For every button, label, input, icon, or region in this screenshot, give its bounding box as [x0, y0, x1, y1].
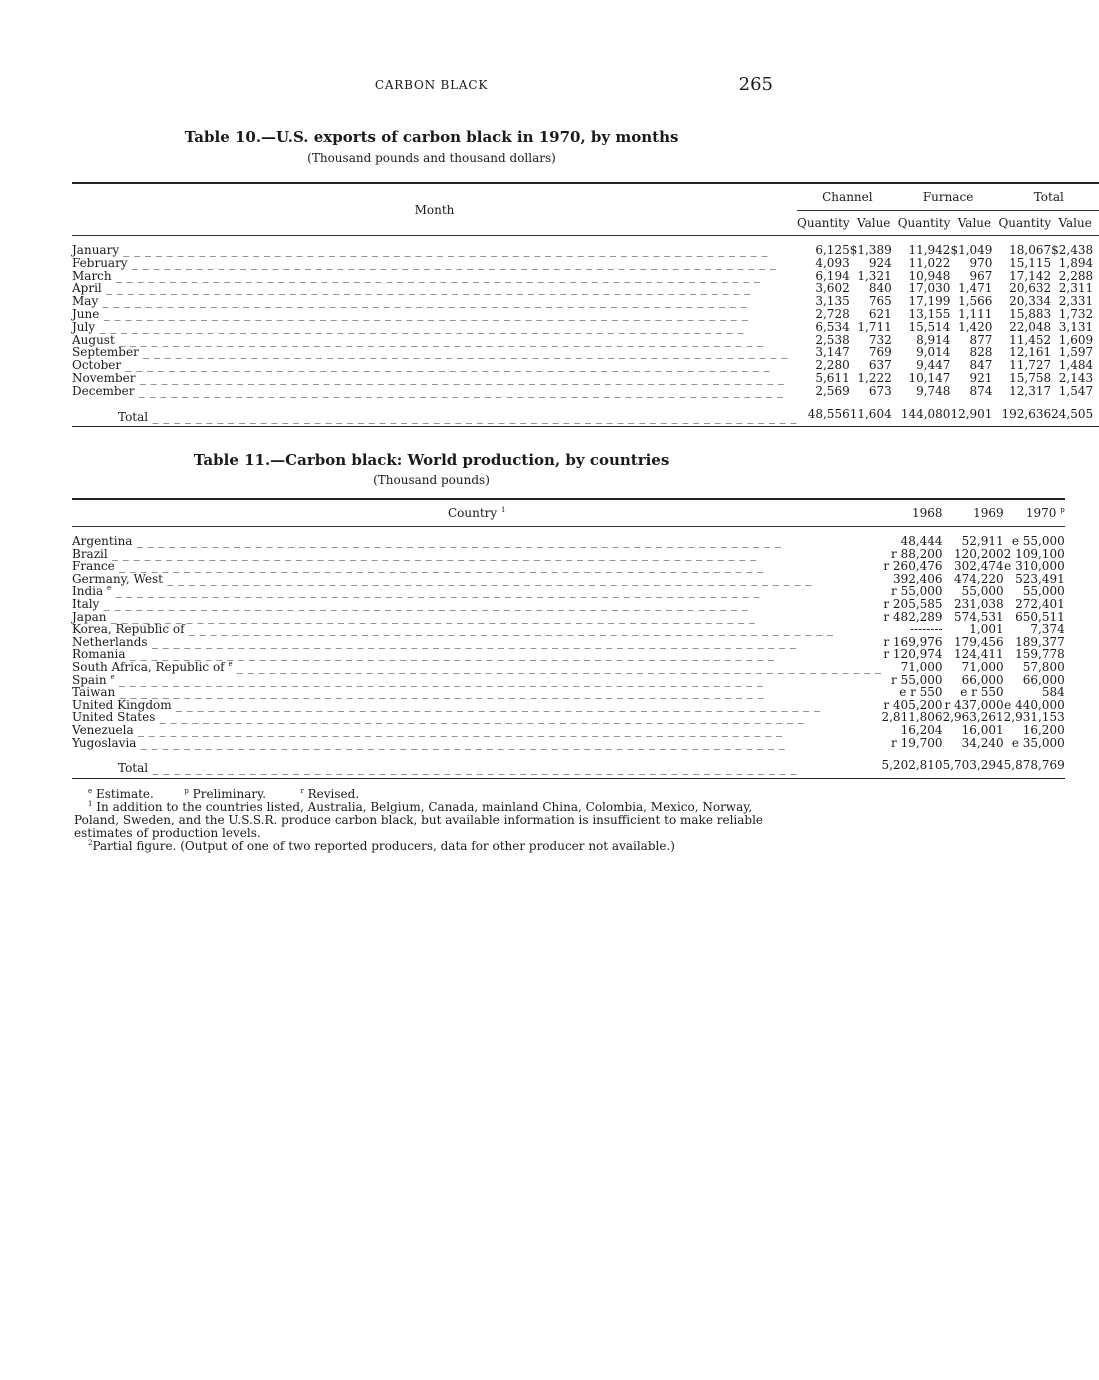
table-cell: r 88,200: [891, 546, 943, 561]
row-label: January _ _ _ _ _ _ _ _ _ _ _ _ _ _ _ _ _ _ _ _ _ _ _ _ _ _ _ _ _ _ _ _ _ _ _ _ _ _ _ _ _ _ _ _ _ _ _ _ _ _ _ _ _ _ _ _ _ _ _ _: [72, 243, 768, 257]
table-cell: r 437,000: [944, 697, 1004, 712]
table-cell: 769: [868, 345, 892, 360]
table-cell: 3,602: [815, 281, 850, 296]
table-cell: 2,288: [1058, 268, 1094, 283]
table-cell: 2 109,100: [1003, 546, 1065, 561]
row-label: May _ _ _ _ _ _ _ _ _ _ _ _ _ _ _ _ _ _ _ _ _ _ _ _ _ _ _ _ _ _ _ _ _ _ _ _ _ _ _ _ _ _ _ _ _ _ _ _ _ _ _ _ _ _ _ _ _ _ _ _: [72, 294, 748, 309]
table-cell: 10,147: [908, 370, 951, 385]
table10-subtitle: (Thousand pounds and thousand dollars): [307, 151, 556, 165]
table-cell: 17,030: [908, 281, 951, 296]
table-cell: 18,067: [1009, 243, 1052, 257]
col-header-quantity: Quantity: [998, 215, 1052, 230]
table-cell: e r 550: [899, 685, 943, 700]
table-cell: 66,000: [961, 672, 1004, 687]
table-cell: 6,194: [815, 268, 850, 283]
table-cell: 2,728: [815, 306, 850, 321]
table-cell: 272,401: [1015, 596, 1065, 611]
total-cell: 5,878,769: [1003, 758, 1065, 773]
total-cell: 192,636: [1001, 406, 1052, 421]
table-cell: 523,491: [1015, 571, 1065, 586]
table-cell: 52,911: [961, 534, 1004, 548]
group-header-channel: Channel: [797, 183, 898, 211]
table-cell: 12,317: [1009, 383, 1052, 398]
table-cell: $1,049: [950, 243, 993, 257]
row-label: Korea, Republic of _ _ _ _ _ _ _ _ _ _ _ _ _ _ _ _ _ _ _ _ _ _ _ _ _ _ _ _ _ _ _ _ _ _ _ _ _ _ _ _ _ _ _ _ _ _ _ _ _ _ _ _ _ _ _ _ _ _ _ _: [72, 622, 834, 637]
table-cell: $1,389: [849, 243, 892, 257]
table-cell: 1,609: [1058, 332, 1094, 347]
table-cell: 874: [969, 383, 993, 398]
table-cell: 1,471: [958, 281, 993, 296]
table-cell: 16,001: [961, 722, 1004, 737]
table-cell: 4,093: [815, 255, 850, 270]
table-cell: 179,456: [954, 634, 1004, 649]
table-cell: 11,452: [1009, 332, 1052, 347]
total-label: Total _ _ _ _ _ _ _ _ _ _ _ _ _ _ _ _ _ _ _ _ _ _ _ _ _ _ _ _ _ _ _ _ _ _ _ _ _ _ _ _ _ _ _ _ _ _ _ _ _ _ _ _ _ _ _ _ _ _ _ _: [118, 761, 797, 776]
table-cell: e 440,000: [1004, 697, 1065, 712]
footnote-marker: 1: [501, 505, 506, 514]
table-cell: 6,534: [815, 319, 850, 334]
table-cell: 15,514: [908, 319, 951, 334]
table-cell: 637: [868, 358, 892, 373]
row-label: Brazil _ _ _ _ _ _ _ _ _ _ _ _ _ _ _ _ _ _ _ _ _ _ _ _ _ _ _ _ _ _ _ _ _ _ _ _ _ _ _ _ _ _ _ _ _ _ _ _ _ _ _ _ _ _ _ _ _ _ _ _: [72, 546, 757, 561]
footnote-marker: e: [106, 584, 112, 593]
table-cell: 20,632: [1009, 281, 1052, 296]
row-label: France _ _ _ _ _ _ _ _ _ _ _ _ _ _ _ _ _ _ _ _ _ _ _ _ _ _ _ _ _ _ _ _ _ _ _ _ _ _ _ _ _ _ _ _ _ _ _ _ _ _ _ _ _ _ _ _ _ _ _ _: [72, 559, 764, 574]
row-label: Argentina _ _ _ _ _ _ _ _ _ _ _ _ _ _ _ _ _ _ _ _ _ _ _ _ _ _ _ _ _ _ _ _ _ _ _ _ _ _ _ _ _ _ _ _ _ _ _ _ _ _ _ _ _ _ _ _ _ _ _ _: [72, 534, 782, 548]
table-cell: 16,200: [1022, 722, 1065, 737]
table-cell: 22,048: [1009, 319, 1052, 334]
table-cell: 15,758: [1009, 370, 1052, 385]
table-cell: 650,511: [1015, 609, 1065, 624]
table-cell: 12,161: [1009, 345, 1052, 360]
footnote-legend: $^e$ Estimate. $^p$ Preliminary. $^r$ Revised.: [88, 787, 360, 801]
table-cell: 392,406: [892, 571, 943, 586]
table-cell: 1,711: [857, 319, 892, 334]
table10: [72, 182, 1099, 427]
table-cell: 3,135: [815, 294, 850, 309]
table-cell: $2,438: [1051, 243, 1094, 257]
table-cell: 2,280: [815, 358, 850, 373]
table-cell: 5,611: [815, 370, 850, 385]
row-label: November _ _ _ _ _ _ _ _ _ _ _ _ _ _ _ _ _ _ _ _ _ _ _ _ _ _ _ _ _ _ _ _ _ _ _ _ _ _ _ _ _ _ _ _ _ _ _ _ _ _ _ _ _ _ _ _ _ _ _ _: [72, 370, 785, 385]
table-cell: 2,538: [815, 332, 850, 347]
table-cell: 1,732: [1058, 306, 1094, 321]
table-cell: 159,778: [1015, 647, 1065, 662]
table-cell: 1,001: [969, 622, 1004, 637]
running-title: CARBON BLACK: [374, 78, 489, 92]
table-cell: 1,222: [857, 370, 892, 385]
table-cell: 924: [868, 255, 892, 270]
table-cell: 34,240: [961, 735, 1004, 750]
table-cell: 13,155: [908, 306, 951, 321]
table-cell: e 310,000: [1004, 559, 1065, 574]
table-cell: 124,411: [954, 647, 1004, 662]
row-label: Venezuela _ _ _ _ _ _ _ _ _ _ _ _ _ _ _ _ _ _ _ _ _ _ _ _ _ _ _ _ _ _ _ _ _ _ _ _ _ _ _ _ _ _ _ _ _ _ _ _ _ _ _ _ _ _ _ _ _ _ _ _: [72, 722, 783, 737]
table-cell: r 405,200: [883, 697, 943, 712]
total-cell: 11,604: [849, 406, 892, 421]
table-cell: r 205,585: [883, 596, 943, 611]
total-cell: 12,901: [950, 406, 993, 421]
table-cell: 7,374: [1030, 622, 1065, 637]
footnotes: [74, 788, 784, 853]
table-cell: 55,000: [1022, 584, 1065, 599]
table-cell: 71,000: [961, 659, 1004, 674]
table-cell: 9,748: [916, 383, 951, 398]
table-cell: 2,931,153: [1003, 710, 1065, 725]
footnote-marker: e: [228, 659, 233, 668]
table-cell: 584: [1041, 685, 1065, 700]
table-cell: r 482,289: [883, 609, 943, 624]
row-label: Japan _ _ _ _ _ _ _ _ _ _ _ _ _ _ _ _ _ _ _ _ _ _ _ _ _ _ _ _ _ _ _ _ _ _ _ _ _ _ _ _ _ _ _ _ _ _ _ _ _ _ _ _ _ _ _ _ _ _ _ _: [72, 609, 756, 624]
col-header-value: Value: [1058, 215, 1092, 230]
table-cell: r 55,000: [891, 672, 943, 687]
table-cell: 1,566: [958, 294, 993, 309]
table-cell: 302,474: [954, 559, 1004, 574]
table-cell: 2,331: [1058, 294, 1094, 309]
table-cell: 66,000: [1022, 672, 1065, 687]
table-cell: 732: [868, 332, 892, 347]
row-label: July _ _ _ _ _ _ _ _ _ _ _ _ _ _ _ _ _ _ _ _ _ _ _ _ _ _ _ _ _ _ _ _ _ _ _ _ _ _ _ _ _ _ _ _ _ _ _ _ _ _ _ _ _ _ _ _ _ _ _ _: [72, 319, 745, 334]
table-cell: 16,204: [900, 722, 943, 737]
table-cell: e 35,000: [1011, 735, 1065, 750]
col-header-month: Month: [414, 203, 455, 218]
table-cell: 231,038: [954, 596, 1004, 611]
table-cell: 3,131: [1058, 319, 1094, 334]
table-cell: 9,447: [916, 358, 951, 373]
table-cell: 840: [868, 281, 892, 296]
table-cell: 57,800: [1022, 659, 1065, 674]
row-label: September _ _ _ _ _ _ _ _ _ _ _ _ _ _ _ _ _ _ _ _ _ _ _ _ _ _ _ _ _ _ _ _ _ _ _ _ _ _ _ _ _ _ _ _ _ _ _ _ _ _ _ _ _ _ _ _ _ _ _ _: [72, 345, 788, 360]
total-cell: 5,202,810: [881, 758, 943, 773]
table-cell: 9,014: [916, 345, 951, 360]
table-cell: 48,444: [900, 534, 943, 548]
table-cell: r 19,700: [891, 735, 943, 750]
table-cell: r 120,974: [883, 647, 943, 662]
row-label: April _ _ _ _ _ _ _ _ _ _ _ _ _ _ _ _ _ _ _ _ _ _ _ _ _ _ _ _ _ _ _ _ _ _ _ _ _ _ _ _ _ _ _ _ _ _ _ _ _ _ _ _ _ _ _ _ _ _ _ _: [72, 281, 751, 296]
table-cell: 71,000: [900, 659, 943, 674]
row-label: Romania _ _ _ _ _ _ _ _ _ _ _ _ _ _ _ _ _ _ _ _ _ _ _ _ _ _ _ _ _ _ _ _ _ _ _ _ _ _ _ _ _ _ _ _ _ _ _ _ _ _ _ _ _ _ _ _ _ _ _ _: [72, 647, 775, 662]
table-cell: 11,942: [908, 243, 951, 257]
col-header-country: Country $^1$: [447, 505, 506, 520]
table-cell: 2,143: [1058, 370, 1094, 385]
table-cell: 11,727: [1009, 358, 1052, 373]
table11-subtitle: (Thousand pounds): [373, 473, 490, 487]
footnote-marker: p: [1060, 505, 1065, 514]
row-label: Taiwan _ _ _ _ _ _ _ _ _ _ _ _ _ _ _ _ _ _ _ _ _ _ _ _ _ _ _ _ _ _ _ _ _ _ _ _ _ _ _ _ _ _ _ _ _ _ _ _ _ _ _ _ _ _ _ _ _ _ _ _: [72, 685, 765, 700]
table-cell: 1,597: [1058, 345, 1094, 360]
table-cell: 3,147: [815, 345, 850, 360]
table-cell: 8,914: [916, 332, 951, 347]
row-label: Italy _ _ _ _ _ _ _ _ _ _ _ _ _ _ _ _ _ _ _ _ _ _ _ _ _ _ _ _ _ _ _ _ _ _ _ _ _ _ _ _ _ _ _ _ _ _ _ _ _ _ _ _ _ _ _ _ _ _ _ _: [72, 596, 749, 611]
table-cell: 6,125: [815, 243, 850, 257]
table-cell: 1,111: [958, 306, 993, 321]
table-cell: --------: [910, 622, 943, 637]
row-label: March _ _ _ _ _ _ _ _ _ _ _ _ _ _ _ _ _ _ _ _ _ _ _ _ _ _ _ _ _ _ _ _ _ _ _ _ _ _ _ _ _ _ _ _ _ _ _ _ _ _ _ _ _ _ _ _ _ _ _ _: [72, 268, 761, 283]
table-cell: r 55,000: [891, 584, 943, 599]
table-cell: 474,220: [954, 571, 1004, 586]
table-cell: 55,000: [961, 584, 1004, 599]
table-cell: 10,948: [908, 268, 951, 283]
total-cell: 48,556: [807, 406, 850, 421]
col-header-year: 1968: [912, 505, 943, 520]
footnote-2: $^2$Partial figure. (Output of one of two reported producers, data for other producer not available.): [88, 839, 675, 853]
table-cell: 2,811,806: [881, 710, 943, 725]
table-cell: 970: [969, 255, 993, 270]
table-cell: 574,531: [954, 609, 1004, 624]
table-cell: 189,377: [1015, 634, 1065, 649]
table-row: [72, 737, 1065, 750]
table-cell: 11,022: [908, 255, 951, 270]
row-label: Germany, West _ _ _ _ _ _ _ _ _ _ _ _ _ _ _ _ _ _ _ _ _ _ _ _ _ _ _ _ _ _ _ _ _ _ _ _ _ _ _ _ _ _ _ _ _ _ _ _ _ _ _ _ _ _ _ _ _ _ _ _: [72, 571, 812, 586]
row-label: June _ _ _ _ _ _ _ _ _ _ _ _ _ _ _ _ _ _ _ _ _ _ _ _ _ _ _ _ _ _ _ _ _ _ _ _ _ _ _ _ _ _ _ _ _ _ _ _ _ _ _ _ _ _ _ _ _ _ _ _: [72, 306, 749, 321]
table-cell: 17,199: [908, 294, 951, 309]
total-cell: 24,505: [1051, 406, 1094, 421]
table-cell: 1,547: [1058, 383, 1094, 398]
footnote-marker: e: [110, 672, 115, 681]
group-header-furnace: Furnace: [898, 183, 999, 211]
table11-title: Table 11.—Carbon black: World production, by countries: [193, 451, 670, 469]
table-cell: 1,420: [958, 319, 993, 334]
col-header-value: Value: [857, 215, 891, 230]
row-label: August _ _ _ _ _ _ _ _ _ _ _ _ _ _ _ _ _ _ _ _ _ _ _ _ _ _ _ _ _ _ _ _ _ _ _ _ _ _ _ _ _ _ _ _ _ _ _ _ _ _ _ _ _ _ _ _ _ _ _ _: [72, 332, 764, 347]
row-label: February _ _ _ _ _ _ _ _ _ _ _ _ _ _ _ _ _ _ _ _ _ _ _ _ _ _ _ _ _ _ _ _ _ _ _ _ _ _ _ _ _ _ _ _ _ _ _ _ _ _ _ _ _ _ _ _ _ _ _ _: [72, 255, 777, 270]
table-cell: 1,321: [857, 268, 892, 283]
table-cell: 967: [969, 268, 993, 283]
col-header-value: Value: [957, 215, 992, 230]
table-cell: 1,484: [1058, 358, 1094, 373]
table-row: [72, 385, 1099, 398]
row-label: Netherlands _ _ _ _ _ _ _ _ _ _ _ _ _ _ _ _ _ _ _ _ _ _ _ _ _ _ _ _ _ _ _ _ _ _ _ _ _ _ _ _ _ _ _ _ _ _ _ _ _ _ _ _ _ _ _ _ _ _ _ _: [72, 634, 797, 649]
row-label: Yugoslavia _ _ _ _ _ _ _ _ _ _ _ _ _ _ _ _ _ _ _ _ _ _ _ _ _ _ _ _ _ _ _ _ _ _ _ _ _ _ _ _ _ _ _ _ _ _ _ _ _ _ _ _ _ _ _ _ _ _ _ _: [72, 735, 786, 750]
table-cell: e r 550: [960, 685, 1004, 700]
table-cell: 877: [969, 332, 993, 347]
table-cell: 921: [969, 370, 993, 385]
table10-title: Table 10.—U.S. exports of carbon black in 1970, by months: [184, 128, 679, 146]
table-cell: 15,115: [1009, 255, 1052, 270]
col-header-year: 1969: [973, 505, 1004, 520]
col-header-quantity: Quantity: [797, 215, 850, 230]
table-cell: 765: [868, 294, 892, 309]
table-cell: 2,569: [815, 383, 850, 398]
table-cell: 2,963,261: [942, 710, 1004, 725]
total-label: Total _ _ _ _ _ _ _ _ _ _ _ _ _ _ _ _ _ _ _ _ _ _ _ _ _ _ _ _ _ _ _ _ _ _ _ _ _ _ _ _ _ _ _ _ _ _ _ _ _ _ _ _ _ _ _ _ _ _ _ _: [118, 409, 797, 424]
row-label: United Kingdom _ _ _ _ _ _ _ _ _ _ _ _ _ _ _ _ _ _ _ _ _ _ _ _ _ _ _ _ _ _ _ _ _ _ _ _ _ _ _ _ _ _ _ _ _ _ _ _ _ _ _ _ _ _ _ _ _ _ _ _: [72, 697, 821, 712]
row-label: Spain $^e$ _ _ _ _ _ _ _ _ _ _ _ _ _ _ _ _ _ _ _ _ _ _ _ _ _ _ _ _ _ _ _ _ _ _ _ _ _ _ _ _ _ _ _ _ _ _ _ _ _ _ _ _ _ _ _ _ _ _ _ _: [72, 672, 764, 687]
table-cell: 20,334: [1009, 294, 1052, 309]
table-cell: 120,200: [954, 546, 1004, 561]
footnote-1: $^1$ In addition to the countries listed, Australia, Belgium, Canada, mainland China, Colombia, Mexico, Norway, Poland, Sweden, and the U.S.S.R. produce carbon black, but available information is insufficient to make reliable estimates of production levels.: [74, 800, 764, 840]
table-cell: r 169,976: [883, 634, 943, 649]
table-cell: r 260,476: [883, 559, 943, 574]
col-header-year: 1970 $^p$: [1025, 505, 1065, 520]
table-cell: e 55,000: [1011, 534, 1065, 548]
table-cell: 847: [969, 358, 993, 373]
row-label: United States _ _ _ _ _ _ _ _ _ _ _ _ _ _ _ _ _ _ _ _ _ _ _ _ _ _ _ _ _ _ _ _ _ _ _ _ _ _ _ _ _ _ _ _ _ _ _ _ _ _ _ _ _ _ _ _ _ _ _ _: [72, 710, 805, 725]
table-cell: 621: [868, 306, 892, 321]
total-cell: 5,703,294: [942, 758, 1004, 773]
table-cell: 673: [868, 383, 892, 398]
total-cell: 144,080: [900, 406, 951, 421]
total-row: [72, 759, 1065, 778]
page-number: 265: [738, 74, 773, 95]
row-label: October _ _ _ _ _ _ _ _ _ _ _ _ _ _ _ _ _ _ _ _ _ _ _ _ _ _ _ _ _ _ _ _ _ _ _ _ _ _ _ _ _ _ _ _ _ _ _ _ _ _ _ _ _ _ _ _ _ _ _ _: [72, 358, 770, 373]
table11: [72, 498, 1065, 779]
row-label: South Africa, Republic of $^e$ _ _ _ _ _ _ _ _ _ _ _ _ _ _ _ _ _ _ _ _ _ _ _ _ _ _ _ _ _ _ _ _ _ _ _ _ _ _ _ _ _ _ _ _ _ _ _ _ _ _ _ _ _ _ _ _ _ _ _ _: [72, 659, 882, 674]
total-row: [72, 408, 1099, 427]
group-header-total: Total: [998, 183, 1099, 211]
table-cell: 2,311: [1058, 281, 1094, 296]
table-cell: 1,894: [1058, 255, 1094, 270]
col-header-quantity: Quantity: [897, 215, 951, 230]
table-cell: 828: [969, 345, 993, 360]
row-label: December _ _ _ _ _ _ _ _ _ _ _ _ _ _ _ _ _ _ _ _ _ _ _ _ _ _ _ _ _ _ _ _ _ _ _ _ _ _ _ _ _ _ _ _ _ _ _ _ _ _ _ _ _ _ _ _ _ _ _ _: [72, 383, 784, 398]
table-cell: 15,883: [1009, 306, 1052, 321]
row-label: India $^e$ _ _ _ _ _ _ _ _ _ _ _ _ _ _ _ _ _ _ _ _ _ _ _ _ _ _ _ _ _ _ _ _ _ _ _ _ _ _ _ _ _ _ _ _ _ _ _ _ _ _ _ _ _ _ _ _ _ _ _ _: [72, 584, 761, 599]
table-cell: 17,142: [1009, 268, 1052, 283]
